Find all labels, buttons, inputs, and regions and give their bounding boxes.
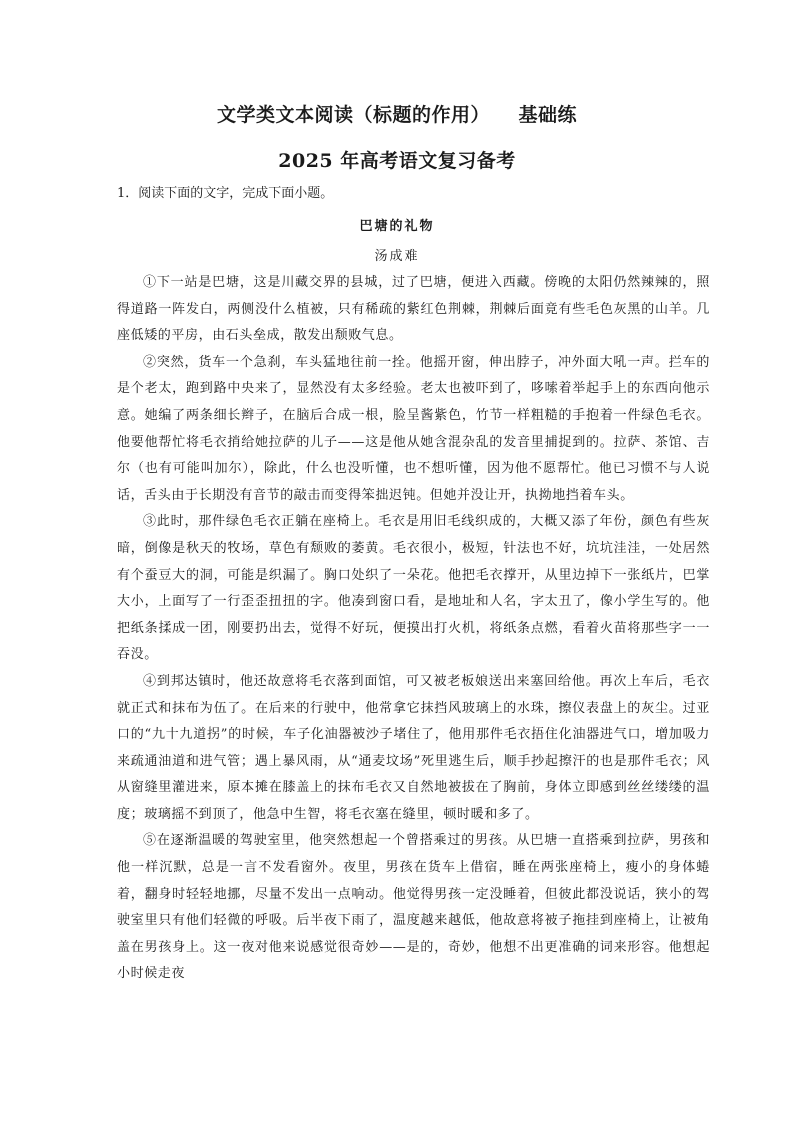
document-subtitle: 2025 年高考语文复习备考	[278, 150, 516, 172]
paragraph-4: ④到邦达镇时，他还故意将毛衣落到面馆，可又被老板娘送出来塞回给他。再次上车后，毛衣就正式和抹布为伍了。在后来的行驶中，他常拿它抹挡风玻璃上的水珠，擦仪表盘上的灰尘。过亚口的“九十九道拐”的时候，车子化油器被沙子堵住了，他用那件毛衣捂住化油器进气口，增加吸力来疏通油道和进气管；遇上暴风雨，从“通麦坟场”死里逃生后，顺手抄起擦汗的也是那件毛衣；风从窗缝里灌进来，原本摊在膝盖上的抹布毛衣又自然地被拔在了胸前，身体立即感到丝丝缕缕的温度；玻璃摇不到顶了，他急中生智，将毛衣塞在缝里，顿时暖和多了。	[117, 673, 710, 822]
paragraph-5: ⑤在逐渐温暖的驾驶室里，他突然想起一个曾搭乘过的男孩。从巴塘一直搭乘到拉萨，男孩和他一样沉默，总是一言不发看窗外。夜里，男孩在货车上借宿，睡在两张座椅上，瘦小的身体蜷着，翻身时轻轻地挪，尽量不发出一点响动。他觉得男孩一定没睡着，但彼此都没说话，狭小的驾驶室里只有他们轻微的呼吸。后半夜下雨了，温度越来越低，他故意将被子拖挂到座椅上，让被角盖在男孩身上。这一夜对他来说感觉很奇妙——是的，奇妙，他想不出更准确的词来形容。他想起小时候走夜	[117, 833, 710, 982]
article-author: 汤成难	[374, 249, 420, 264]
question-prompt: 1．阅读下面的文字，完成下面小题。	[117, 186, 334, 201]
paragraph-3: ③此时，那件绿色毛衣正躺在座椅上。毛衣是用旧毛线织成的，大概又添了年份，颜色有些灰暗，倒像是秋天的牧场，草色有颓败的萎黄。毛衣很小，极短，针法也不好，坑坑洼洼，一处居然有个蚕豆大的洞，可能是织漏了。胸口处织了一朵花。他把毛衣撑开，从里边掉下一张纸片，巴掌大小，上面写了一行歪歪扭扭的字。他凑到窗口看，是地址和人名，字太丑了，像小学生写的。他把纸条揉成一团，刚要扔出去，觉得不好玩，便摸出打火机，将纸条点燃，看着火苗将那些字一一吞没。	[117, 514, 710, 663]
article-title: 巴塘的礼物	[359, 219, 435, 234]
article-body	[117, 270, 710, 988]
paragraph-2: ②突然，货车一个急刹，车头猛地往前一拴。他摇开窗，伸出脖子，冲外面大吼一声。拦车的是个老太，跑到路中央来了，显然没有太多经验。老太也被吓到了，哆嗦着举起手上的东西向他示意。她编了两条细长辫子，在脑后合成一根，脸呈酱紫色，竹节一样粗糙的手抱着一件绿色毛衣。他要他帮忙将毛衣捎给她拉萨的儿子——这是他从她含混杂乱的发音里捕捉到的。拉萨、茶馆、吉尔（也有可能叫加尔），除此，什么也没听懂，也不想听懂，因为他不愿帮忙。他已习惯不与人说话，舌头由于长期没有音节的敲击而变得笨拙迟钝。但她并没让开，执拗地挡着车头。	[117, 354, 710, 503]
paragraph-1: ①下一站是巴塘，这是川藏交界的县城，过了巴塘，便进入西藏。傍晚的太阳仍然辣辣的，照得道路一阵发白，两侧没什么植被，只有稀疏的紫红色荆棘，荆棘后面竟有些毛色灰黑的山羊。几座低矮的平房，由石头垒成，散发出颓败气息。	[117, 275, 710, 344]
document-title: 文学类文本阅读（标题的作用） 基础练	[217, 104, 577, 126]
